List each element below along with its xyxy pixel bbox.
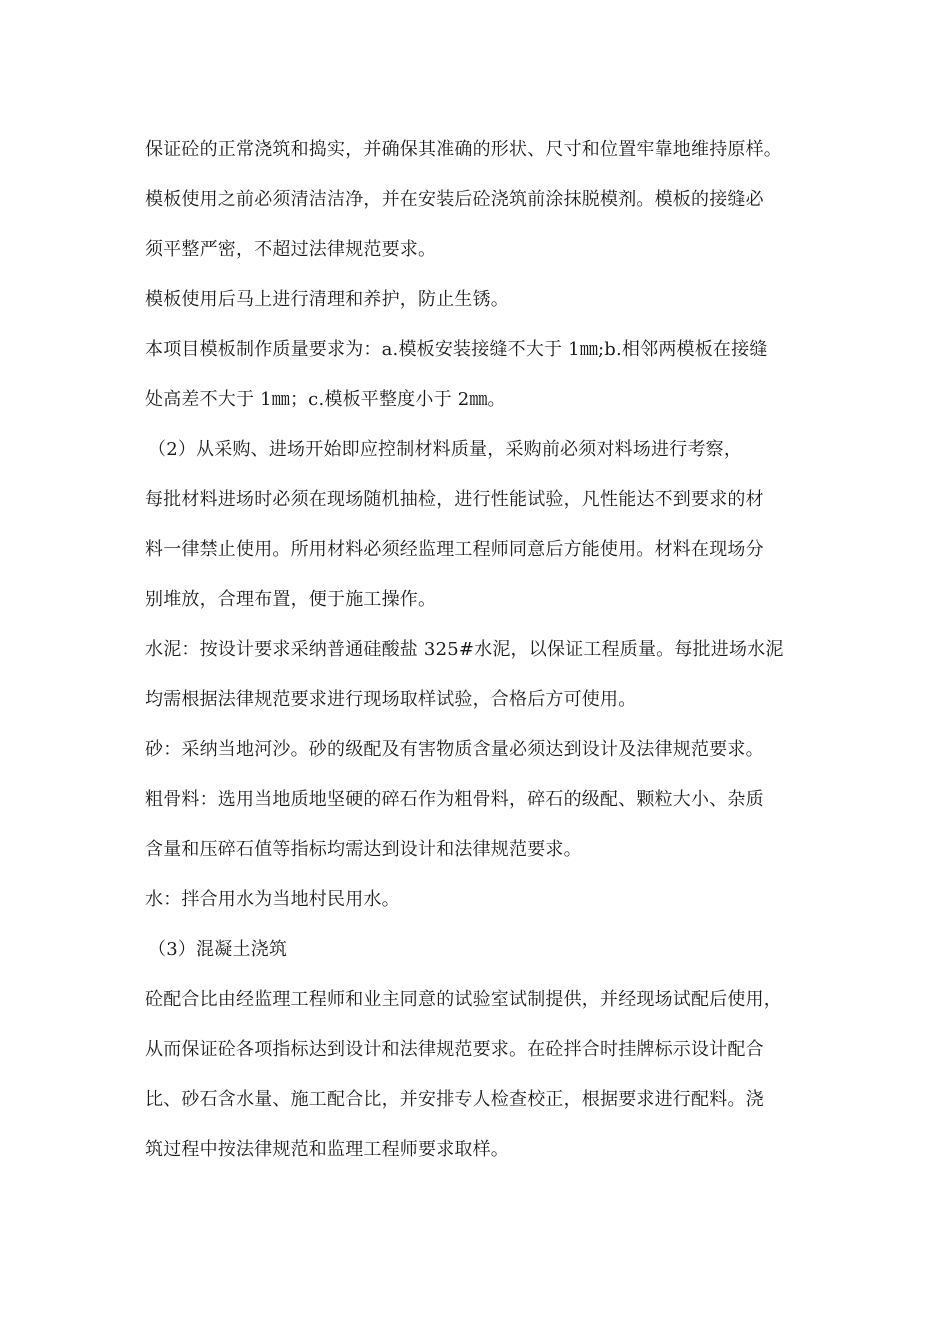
text-line-11: 水泥：按设计要求采纳普通硅酸盐 325#水泥，以保证工程质量。每批进场水泥: [145, 639, 784, 660]
text-line-20: 比、砂石含水量、施工配合比，并安排专人检查校正，根据要求进行配料。浇: [145, 1089, 764, 1110]
section-heading-3: （3）混凝土浇筑: [148, 939, 288, 960]
section-heading-2: （2）从采购、进场开始即应控制材料质量，采购前必须对料场进行考察，: [148, 439, 743, 460]
text-line-12: 均需根据法律规范要求进行现场取样试验，合格后方可使用。: [145, 689, 637, 710]
text-line-18: 砼配合比由经监理工程师和业主同意的试验室试制提供，并经现场试配后使用，: [145, 989, 782, 1010]
text-line-10: 别堆放，合理布置，便于施工操作。: [145, 589, 437, 610]
text-line-6: 处高差不大于 1㎜；c.模板平整度小于 2㎜。: [145, 389, 506, 410]
text-line-8: 每批材料进场时必须在现场随机抽检，进行性能试验，凡性能达不到要求的材: [145, 489, 764, 510]
text-line-16: 水：拌合用水为当地村民用水。: [145, 889, 400, 910]
text-line-3: 须平整严密，不超过法律规范要求。: [145, 239, 437, 260]
text-line-13: 砂：采纳当地河沙。砂的级配及有害物质含量必须达到设计及法律规范要求。: [145, 739, 764, 760]
text-line-21: 筑过程中按法律规范和监理工程师要求取样。: [145, 1139, 509, 1160]
text-line-1: 保证砼的正常浇筑和捣实，并确保其准确的形状、尺寸和位置牢靠地维持原样。: [145, 139, 782, 160]
text-line-15: 含量和压碎石值等指标均需达到设计和法律规范要求。: [145, 839, 582, 860]
text-line-9: 料一律禁止使用。所用材料必须经监理工程师同意后方能使用。材料在现场分: [145, 539, 764, 560]
text-line-4: 模板使用后马上进行清理和养护，防止生锈。: [145, 289, 509, 310]
text-line-2: 模板使用之前必须清洁洁净，并在安装后砼浇筑前涂抹脱模剂。模板的接缝必: [145, 189, 764, 210]
text-line-14: 粗骨料：选用当地质地坚硬的碎石作为粗骨料，碎石的级配、颗粒大小、杂质: [145, 789, 764, 810]
text-line-19: 从而保证砼各项指标达到设计和法律规范要求。在砼拌合时挂牌标示设计配合: [145, 1039, 764, 1060]
text-line-5: 本项目模板制作质量要求为：a.模板安装接缝不大于 1㎜;b.相邻两模板在接缝: [145, 339, 768, 360]
